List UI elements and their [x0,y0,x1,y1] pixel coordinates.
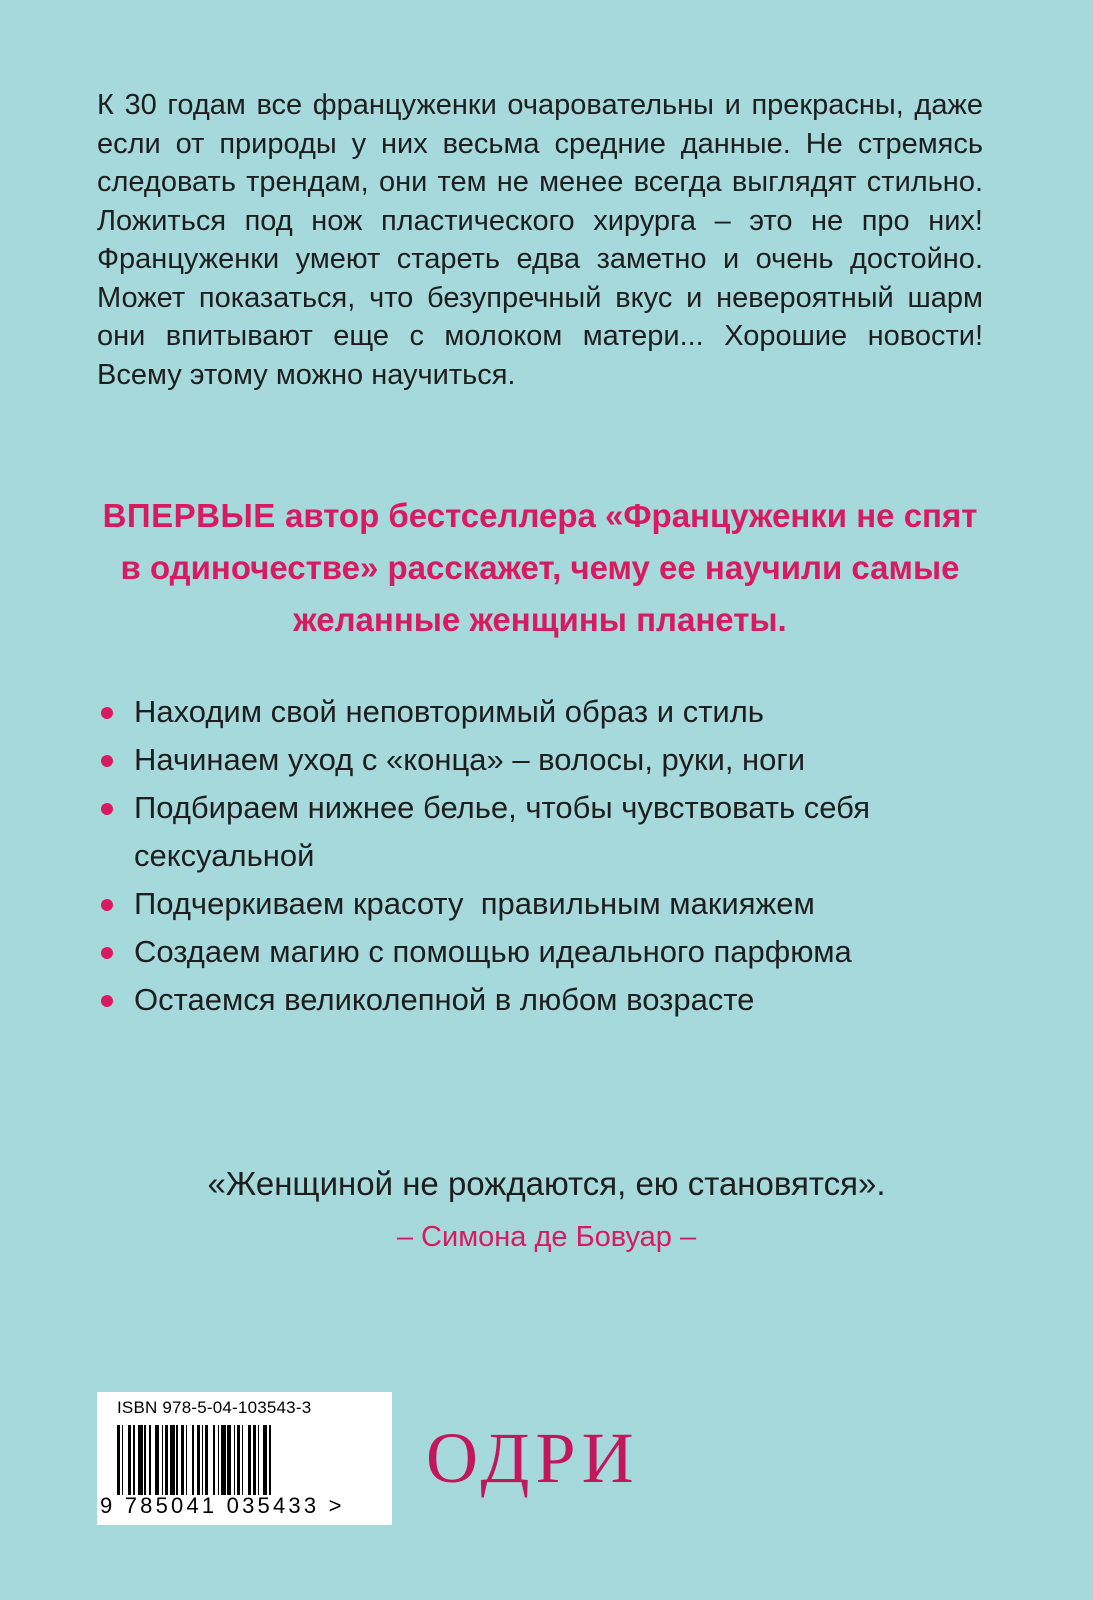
bullet-dot-icon [101,995,113,1007]
list-item [97,688,1017,736]
bullet-dot-icon [101,947,113,959]
list-item [97,736,1017,784]
list-item [97,976,1017,1024]
highlight-text: автор бестселлера «Француженки не спят в одиночестве» расскажет, чему ее научили самые желанные женщины планеты. [120,497,978,638]
quote-attribution: – Симона де Бовуар – [396,1221,697,1253]
list-item [97,784,914,880]
list-item-text: Остаемся великолепной в любом возрасте [134,982,755,1017]
isbn-label: ISBN 978-5-04-103543-3 [117,1398,312,1417]
isbn-barcode [97,1392,392,1525]
highlight-lead: ВПЕРВЫЕ [102,497,276,534]
barcode-digits: 9 785041 035433 > [100,1493,345,1518]
bullet-dot-icon [101,803,113,815]
benefits-list [97,688,1017,1024]
highlight-statement [97,490,983,646]
list-item [97,928,1017,976]
quote: «Женщиной не рождаются, ею становятся». [207,1165,886,1202]
list-item [97,880,1017,928]
bullet-dot-icon [101,755,113,767]
list-item-text: Находим свой неповторимый образ и стиль [134,694,764,729]
intro-paragraph: К 30 годам все француженки очаровательны и прекрасны, даже если от природы у них весьма средние данные. Не стремясь следовать трендам, они тем не менее всегда выглядят стильно. Ложиться под нож пластического хирурга – это не про них! Француженки умеют стареть едва заметно и очень достойно. Может показаться, что безупречный вкус и невероятный шарм они впитывают еще с молоком матери... Хорошие новости! Всему этому можно научиться. [97,89,983,391]
bullet-dot-icon [101,707,113,719]
publisher-logo: ОДРИ [426,1418,640,1498]
barcode-bars [117,1425,361,1495]
list-item-text: Подбираем нижнее белье, чтобы чувствовать себя сексуальной [134,790,870,873]
list-item-text: Начинаем уход с «конца» – волосы, руки, ноги [134,742,806,777]
list-item-text: Создаем магию с помощью идеального парфюма [134,934,852,969]
bullet-dot-icon [101,899,113,911]
list-item-text: Подчеркиваем красоту правильным макияжем [134,886,815,921]
